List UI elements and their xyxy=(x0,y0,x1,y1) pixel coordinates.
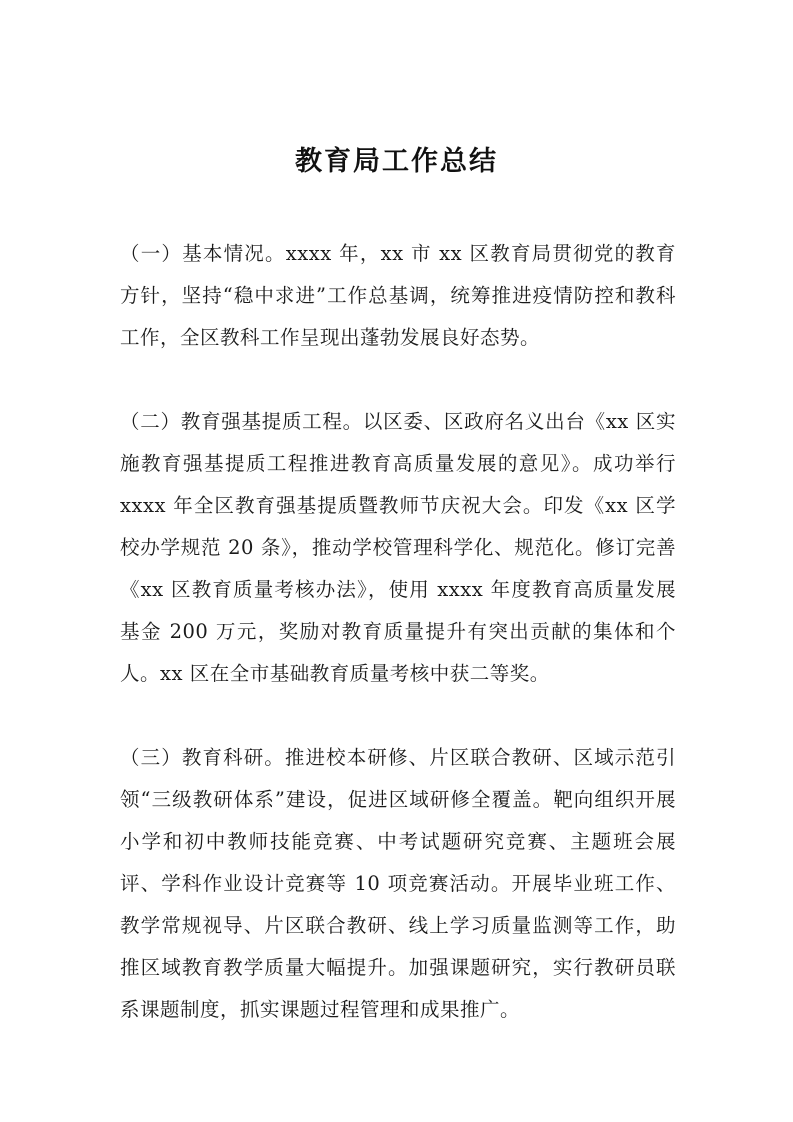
paragraph-quality-project: （二）教育强基提质工程。以区委、区政府名义出台《xx 区实施教育强基提质工程推进教育高质量发展的意见》。成功举行 xxxx 年全区教育强基提质暨教师节庆祝大会。印发《xx 区学校办学规范 20 条》，推动学校管理科学化、规范化。修订完善《xx 区教育质量考核办法》，使用 xxxx 年度教育高质量发展基金 200 万元，奖励对教育质量提升有突出贡献的集体和个人。xx 区在全市基础教育质量考核中获二等奖。 xyxy=(120,410,676,685)
paragraph-education-research: （三）教育科研。推进校本研修、片区联合教研、区域示范引领“三级教研体系”建设，促进区域研修全覆盖。靶向组织开展小学和初中教师技能竞赛、中考试题研究竞赛、主题班会展评、学科作业设计竞赛等 10 项竞赛活动。开展毕业班工作、教学常规视导、片区联合教研、线上学习质量监测等工作，助推区域教育教学质量大幅提升。加强课题研究，实行教研员联系课题制度，抓实课题过程管理和成果推广。 xyxy=(120,746,676,1021)
paragraph-basic-situation: （一）基本情况。xxxx 年，xx 市 xx 区教育局贯彻党的教育方针，坚持“稳中求进”工作总基调，统筹推进疫情防控和教科工作，全区教科工作呈现出蓬勃发展良好态势。 xyxy=(120,242,676,349)
document-title: 教育局工作总结 xyxy=(295,146,498,178)
